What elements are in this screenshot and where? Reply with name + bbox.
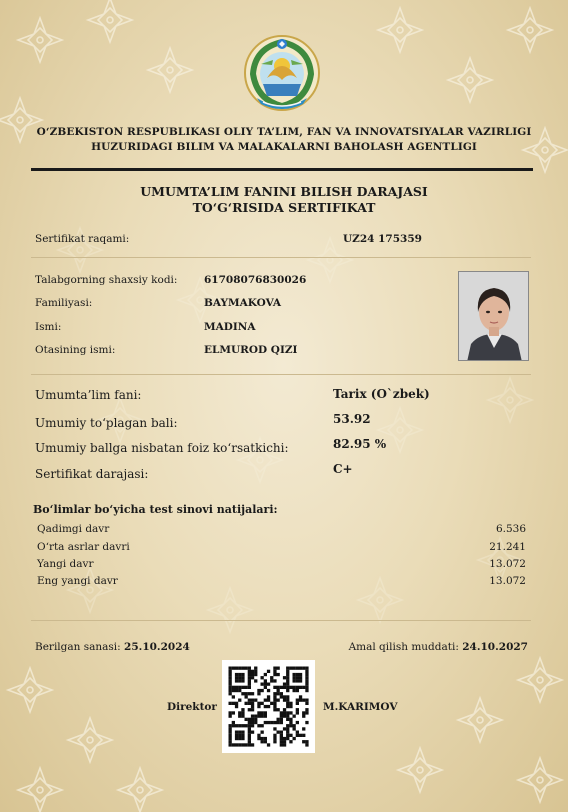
section-row-value: 13.072 <box>489 575 526 587</box>
percent-label: Umumiy ballga nisbatan foiz ko‘rsatkichi: <box>35 441 289 455</box>
signature-name: M.KARIMOV <box>323 701 398 713</box>
valid-value: 24.10.2027 <box>462 641 528 653</box>
issued-label: Berilgan sanasi: <box>35 641 121 653</box>
subject-value: Tarix (O`zbek) <box>333 387 430 401</box>
divider-2 <box>31 374 531 375</box>
header-divider <box>31 168 533 171</box>
section-row-value: 6.536 <box>495 523 526 535</box>
qr-code-icon[interactable] <box>222 660 315 753</box>
pinfl-label: Talabgorning shaxsiy kodi: <box>35 274 178 286</box>
sections-title: Bo‘limlar bo‘yicha test sinovi natijalari: <box>33 503 278 516</box>
section-row-label: Qadimgi davr <box>37 523 110 535</box>
valid-until <box>349 641 528 653</box>
name-label: Ismi: <box>35 321 62 333</box>
percent-value: 82.95 % <box>333 437 387 451</box>
subject-label: Umumta’lim fani: <box>35 388 142 402</box>
signature-title: Direktor <box>167 701 217 713</box>
level-label: Sertifikat darajasi: <box>35 467 149 481</box>
ministry-line-2: HUZURIDAGI BILIM VA MALAKALARNI BAHOLASH AGENTLIGI <box>91 141 477 153</box>
section-row-value: 21.241 <box>489 541 526 553</box>
section-row-label: Yangi davr <box>37 558 94 570</box>
issued-date <box>35 641 190 653</box>
issued-value: 25.10.2024 <box>124 641 190 653</box>
patronymic-label: Otasining ismi: <box>35 344 116 356</box>
name-value: MADINA <box>204 321 256 333</box>
score-label: Umumiy to‘plagan bali: <box>35 416 178 430</box>
valid-label: Amal qilish muddati: <box>348 641 459 653</box>
section-row-label: O‘rta asrlar davri <box>37 541 130 553</box>
score-value: 53.92 <box>333 412 371 426</box>
surname-label: Familiyasi: <box>35 297 93 309</box>
patronymic-value: ELMUROD QIZI <box>204 344 298 356</box>
level-value: C+ <box>333 462 353 476</box>
certificate-title <box>20 184 548 216</box>
certificate-number-label: Sertifikat raqami: <box>35 233 130 245</box>
ministry-header <box>20 125 548 155</box>
surname-value: BAYMAKOVA <box>204 297 282 309</box>
title-line-2: TO‘G‘RISIDA SERTIFIKAT <box>192 200 376 215</box>
pinfl-value: 61708076830026 <box>204 274 307 286</box>
certificate-number-value: UZ24 175359 <box>343 233 422 245</box>
section-row-value: 13.072 <box>489 558 526 570</box>
title-line-1: UMUMTA’LIM FANINI BILISH DARAJASI <box>140 184 428 199</box>
ministry-line-1: O‘ZBEKISTON RESPUBLIKASI OLIY TA’LIM, FAN VA INNOVATSIYALAR VAZIRLIGI <box>36 126 532 138</box>
state-emblem-icon <box>243 34 321 112</box>
holder-photo <box>458 271 529 361</box>
divider-3 <box>31 620 531 621</box>
section-row-label: Eng yangi davr <box>37 575 118 587</box>
divider-1 <box>31 257 531 258</box>
